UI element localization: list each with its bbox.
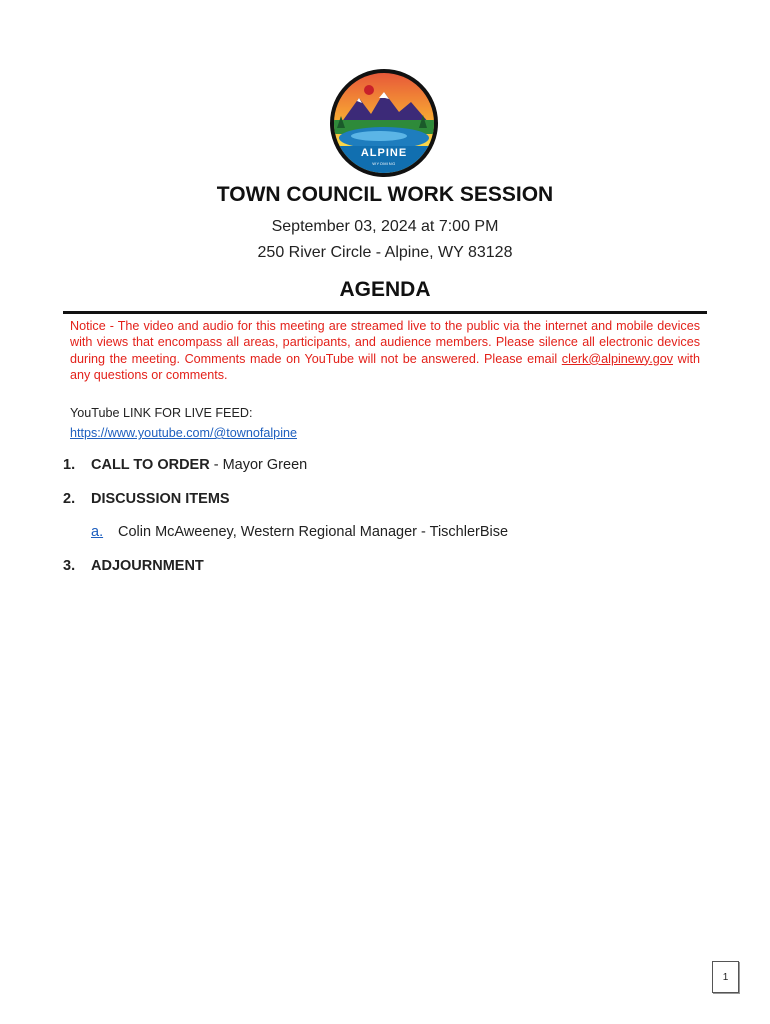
agenda-heading: AGENDA bbox=[339, 278, 431, 301]
meeting-address: 250 River Circle - Alpine, WY 83128 bbox=[257, 244, 513, 261]
item-number: 3. bbox=[63, 558, 76, 574]
svg-text:WYOMING: WYOMING bbox=[372, 161, 396, 166]
notice-text: Notice - The video and audio for this meeting are streamed live to the public via the internet and mobile devices with views that encompass all areas, participants, and audience members. Please silence all electronic devices during the meeting. Comments made on YouTube will not be answered. Please email bbox=[70, 319, 700, 366]
notice-suffix: with any questions or comments. bbox=[70, 351, 700, 382]
meeting-date: September 03, 2024 at 7:00 PM bbox=[271, 218, 499, 235]
agenda-item-call-to-order bbox=[63, 457, 307, 473]
agenda-item-adjournment bbox=[63, 558, 204, 574]
youtube-link[interactable]: https://www.youtube.com/@townofalpine bbox=[70, 426, 297, 440]
item-number: 2. bbox=[63, 491, 76, 507]
alpine-town-logo bbox=[329, 68, 439, 178]
discussion-subitem bbox=[91, 524, 508, 540]
item-number: 1. bbox=[63, 457, 76, 473]
item-detail: - Mayor Green bbox=[209, 457, 308, 473]
item-heading: DISCUSSION ITEMS bbox=[91, 491, 230, 507]
item-heading: CALL TO ORDER bbox=[91, 457, 210, 473]
sun-icon bbox=[364, 85, 374, 95]
page-title: TOWN COUNCIL WORK SESSION bbox=[216, 183, 554, 206]
youtube-label: YouTube LINK FOR LIVE FEED: bbox=[70, 406, 253, 420]
svg-text:ALPINE: ALPINE bbox=[360, 147, 408, 159]
item-heading: ADJOURNMENT bbox=[91, 558, 204, 574]
clerk-email-link[interactable]: clerk@alpinewy.gov bbox=[561, 351, 674, 366]
agenda-item-discussion bbox=[63, 491, 230, 507]
heading-divider bbox=[63, 311, 707, 314]
subitem-link[interactable]: a. bbox=[91, 524, 104, 540]
notice-paragraph bbox=[70, 318, 700, 383]
subitem-text: Colin McAweeney, Western Regional Manager - TischlerBise bbox=[118, 524, 509, 540]
youtube-section bbox=[70, 403, 297, 443]
page-number: 1 bbox=[712, 961, 739, 993]
